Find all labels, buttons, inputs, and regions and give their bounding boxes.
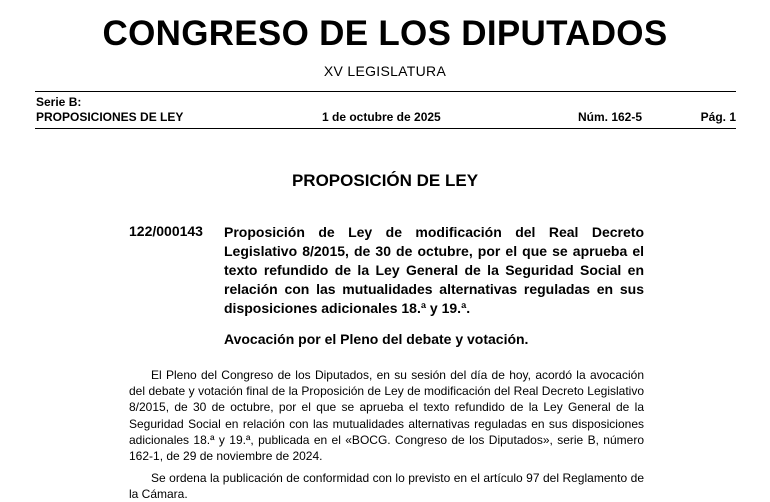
series-name: PROPOSICIONES DE LEY xyxy=(36,110,184,124)
file-number: 122/000143 xyxy=(129,223,203,239)
proposal-subtitle: Avocación por el Pleno del debate y votación. xyxy=(224,331,529,347)
header-bottom-rule xyxy=(35,128,736,129)
proposal-title: Proposición de Ley de modificación del Real Decreto Legislativo 8/2015, de 30 de octubre, por el que se aprueba el texto refundido de la Ley General de la Seguridad Social en relación con las mutualidades alternativas reguladas en sus disposiciones adicionales 18.ª y 19.ª. xyxy=(224,224,644,316)
legislature-label: XV LEGISLATURA xyxy=(323,63,447,79)
issue-number: Núm. 162-5 xyxy=(578,110,643,124)
document-type-heading: PROPOSICIÓN DE LEY xyxy=(291,171,479,190)
series-info-row xyxy=(36,110,736,126)
body-paragraph: El Pleno del Congreso de los Diputados, en su sesión del día de hoy, acordó la avocación del debate y votación final de la Proposición de Ley de modificación del Real Decreto Legislativo 8/2015, de 30 de octubre, por el que se aprueba el texto refundido de la Ley General de la Seguridad Social en relación con las mutualidades alternativas reguladas en sus disposiciones adicionales 18.ª y 19.ª, publicada en el «BOCG. Congreso de los Diputados», serie B, número 162-1, de 29 de noviembre de 2024. xyxy=(129,368,644,464)
publication-title: CONGRESO DE LOS DIPUTADOS xyxy=(102,14,668,53)
series-label: Serie B: xyxy=(36,95,82,109)
body-paragraph: Se ordena la publicación de conformidad con lo previsto en el artículo 97 del Reglamento de la Cámara. xyxy=(129,471,644,502)
header-top-rule xyxy=(35,91,736,92)
page-number: Pág. 1 xyxy=(700,110,736,124)
publication-date: 1 de octubre de 2025 xyxy=(322,110,441,124)
